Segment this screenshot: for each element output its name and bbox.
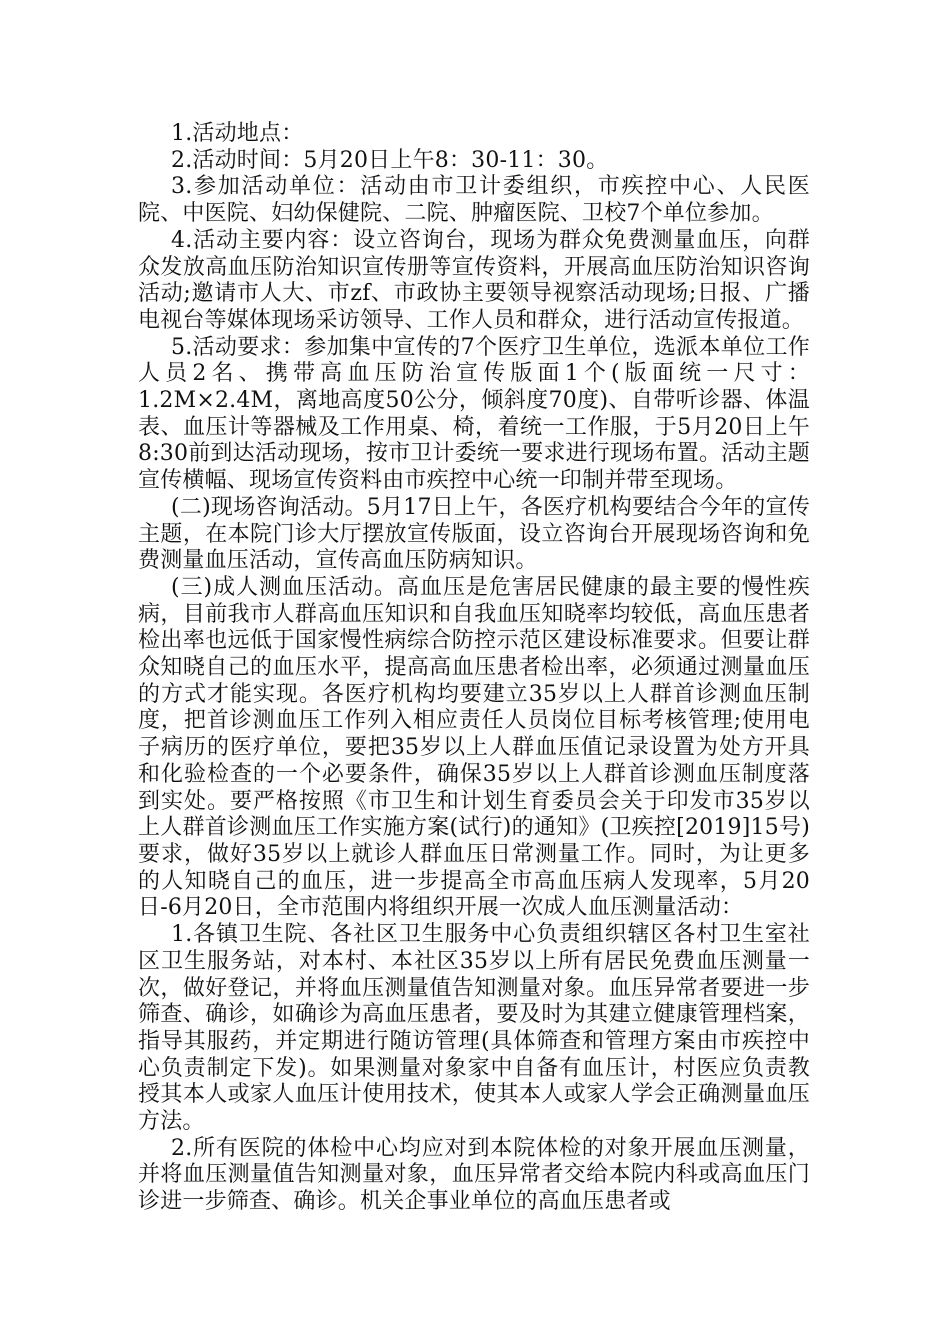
paragraph-participating-units: 3.参加活动单位：活动由市卫计委组织，市疾控中心、人民医院、中医院、妇幼保健院、二院、肿瘤医院、卫校7个单位参加。 [138,174,810,227]
document-page [138,121,810,1216]
paragraph-requirements: 5.活动要求：参加集中宣传的7个医疗卫生单位，选派本单位工作人员2名、携带高血压防治宣传版面1个(版面统一尺寸：1.2M×2.4M，离地高度50公分，倾斜度70度)、自带听诊器、体温表、血压计等器械及工作用桌、椅，着统一工作服，于5月20日上午8:30前到达活动现场，按市卫计委统一要求进行现场布置。活动主题宣传横幅、现场宣传资料由市疾控中心统一印制并带至现场。 [138,334,810,494]
paragraph-onsite-consultation: (二)现场咨询活动。5月17日上午，各医疗机构要结合今年的宣传主题，在本院门诊大厅摆放宣传版面，设立咨询台开展现场咨询和免费测量血压活动，宣传高血压防病知识。 [138,494,810,574]
paragraph-township-clinics: 1.各镇卫生院、各社区卫生服务中心负责组织辖区各村卫生室社区卫生服务站，对本村、本社区35岁以上所有居民免费血压测量一次，做好登记，并将血压测量值告知测量对象。血压异常者要进一步筛查、确诊，如确诊为高血压患者，要及时为其建立健康管理档案，指导其服药，并定期进行随访管理(具体筛查和管理方案由市疾控中心负责制定下发)。如果测量对象家中自备有血压计，村医应负责教授其本人或家人血压计使用技术，使其本人或家人学会正确测量血压方法。 [138,922,810,1135]
paragraph-main-content: 4.活动主要内容：设立咨询台，现场为群众免费测量血压，向群众发放高血压防治知识宣传册等宣传资料，开展高血压防治知识咨询活动;邀请市人大、市zf、市政协主要领导视察活动现场;日报、广播电视台等媒体现场采访领导、工作人员和群众，进行活动宣传报道。 [138,227,810,333]
paragraph-activity-location: 1.活动地点： [171,121,304,146]
paragraph-adult-bp-activity: (三)成人测血压活动。高血压是危害居民健康的最主要的慢性疾病，目前我市人群高血压知识和自我血压知晓率均较低，高血压患者检出率也远低于国家慢性病综合防控示范区建设标准要求。但要让群众知晓自己的血压水平，提高高血压患者检出率，必须通过测量血压的方式才能实现。各医疗机构均要建立35岁以上人群首诊测血压制度，把首诊测血压工作列入相应责任人员岗位目标考核管理;使用电子病历的医疗单位，要把35岁以上人群血压值记录设置为处方开具和化验检查的一个必要条件，确保35岁以上人群首诊测血压制度落到实处。要严格按照《市卫生和计划生育委员会关于印发市35岁以上人群首诊测血压工作实施方案(试行)的通知》(卫疾控[2019]15号)要求，做好35岁以上就诊人群血压日常测量工作。同时，为让更多的人知晓自己的血压，进一步提高全市高血压病人发现率，5月20日-6月20日，全市范围内将组织开展一次成人血压测量活动： [138,574,810,921]
paragraph-hospital-checkup: 2.所有医院的体检中心均应对到本院体检的对象开展血压测量，并将血压测量值告知测量对象，血压异常者交给本院内科或高血压门诊进一步筛查、确诊。机关企事业单位的高血压患者或 [138,1135,810,1215]
paragraph-activity-time: 2.活动时间：5月20日上午8：30-11：30。 [171,147,609,173]
